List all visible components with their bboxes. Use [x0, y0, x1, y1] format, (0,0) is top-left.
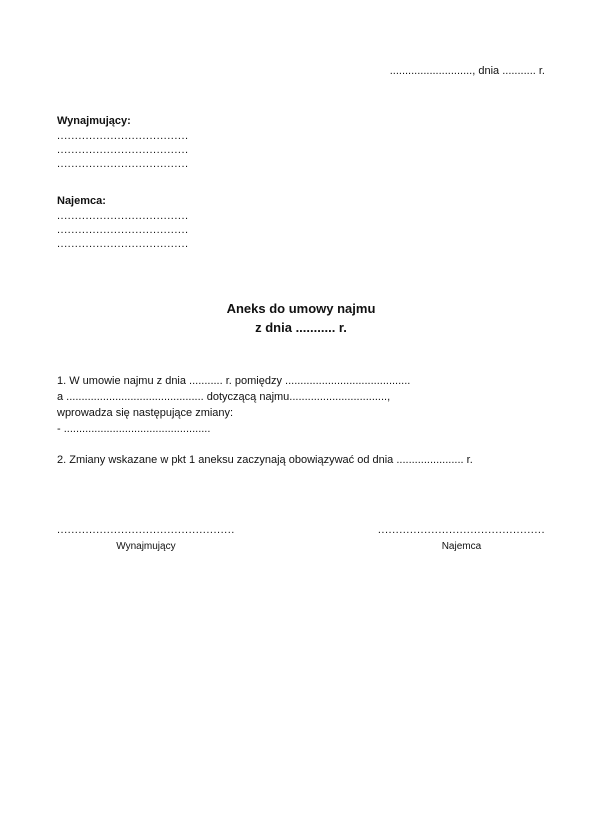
- landlord-signature-line: ..................................................: [57, 524, 235, 536]
- tenant-signature-block: [378, 523, 545, 555]
- date-place-line: ..........................., dnia ........... r.: [389, 65, 545, 77]
- tenant-blank-line-2: .....................................: [57, 224, 189, 236]
- document-title-line-1: Aneks do umowy najmu: [226, 301, 376, 316]
- landlord-label: Wynajmujący:: [57, 115, 131, 127]
- clause-2: 2. Zmiany wskazane w pkt 1 aneksu zaczynają obowiązywać od dnia ...................... r.: [57, 454, 473, 466]
- clause-1-line-2: a ............................................. dotyczącą najmu................................,: [57, 391, 391, 403]
- tenant-signature-line: ...............................................: [377, 524, 545, 536]
- clause-1-line-1: 1. W umowie najmu z dnia ........... r. pomiędzy .........................................: [57, 375, 411, 387]
- clause-1-line-4: - ................................................: [57, 423, 211, 435]
- tenant-blank-line-3: .....................................: [57, 238, 189, 250]
- document-title-line-2: z dnia ........... r.: [255, 320, 347, 335]
- tenant-label: Najemca:: [57, 195, 106, 207]
- document-title: [57, 299, 545, 337]
- tenant-blank-line-1: .....................................: [57, 210, 189, 222]
- landlord-signature-block: [57, 523, 235, 555]
- landlord-section: [57, 113, 545, 171]
- landlord-signature-label: Wynajmujący: [116, 541, 176, 552]
- tenant-section: [57, 193, 545, 251]
- landlord-blank-line-3: .....................................: [57, 158, 189, 170]
- tenant-signature-label: Najemca: [441, 541, 482, 552]
- signature-row: [57, 523, 545, 555]
- clause-1-line-3: wprowadza się następujące zmiany:: [57, 407, 234, 419]
- clause-1: [57, 373, 545, 437]
- landlord-blank-line-1: .....................................: [57, 130, 189, 142]
- landlord-blank-line-2: .....................................: [57, 144, 189, 156]
